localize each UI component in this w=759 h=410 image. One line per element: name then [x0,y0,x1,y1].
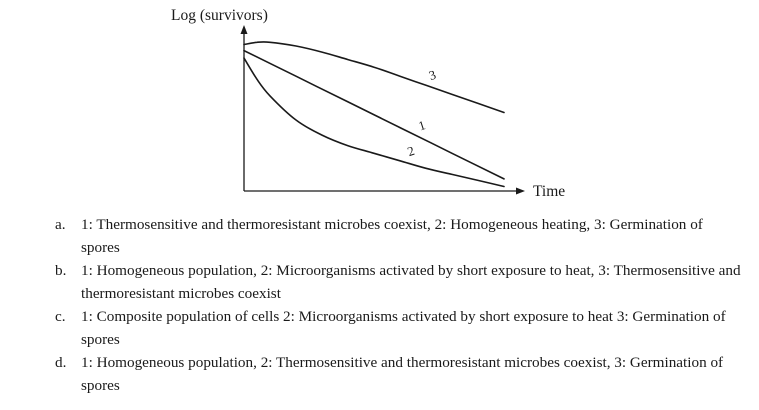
series-label-2: 2 [405,142,417,160]
series-label-3: 3 [426,66,438,84]
option-b[interactable] [55,259,745,305]
series-line-2 [244,58,504,186]
option-b-text: 1: Homogeneous population, 2: Microorganisms activated by short exposure to heat, 3: Thermosensitive and thermoresistant microbes coexist [81,262,741,302]
series-label-1: 1 [416,117,428,134]
option-c-text: 1: Composite population of cells 2: Microorganisms activated by short exposure to heat 3: Germination of spores [81,308,726,348]
option-c[interactable] [55,305,745,351]
x-axis-arrowhead [516,188,525,195]
option-a-text: 1: Thermosensitive and thermoresistant microbes coexist, 2: Homogeneous heating, 3: Germination of spores [81,216,703,256]
x-axis-label: Time [533,183,566,200]
option-d[interactable] [55,351,745,397]
option-d-text: 1: Homogeneous population, 2: Thermosensitive and thermoresistant microbes coexist, 3: Germination of spores [81,354,724,394]
option-a[interactable] [55,213,745,259]
series-line-3 [244,42,504,113]
answer-options-list [55,213,745,397]
chart-axes [171,7,565,200]
option-b-letter: b. [55,262,67,279]
y-axis-arrowhead [241,25,248,34]
option-a-letter: a. [55,216,66,233]
option-c-letter: c. [55,308,66,325]
y-axis-label: Log (survivors) [171,7,268,24]
series-line-1 [244,51,504,179]
series-layer [244,42,504,187]
option-d-letter: d. [55,354,67,371]
